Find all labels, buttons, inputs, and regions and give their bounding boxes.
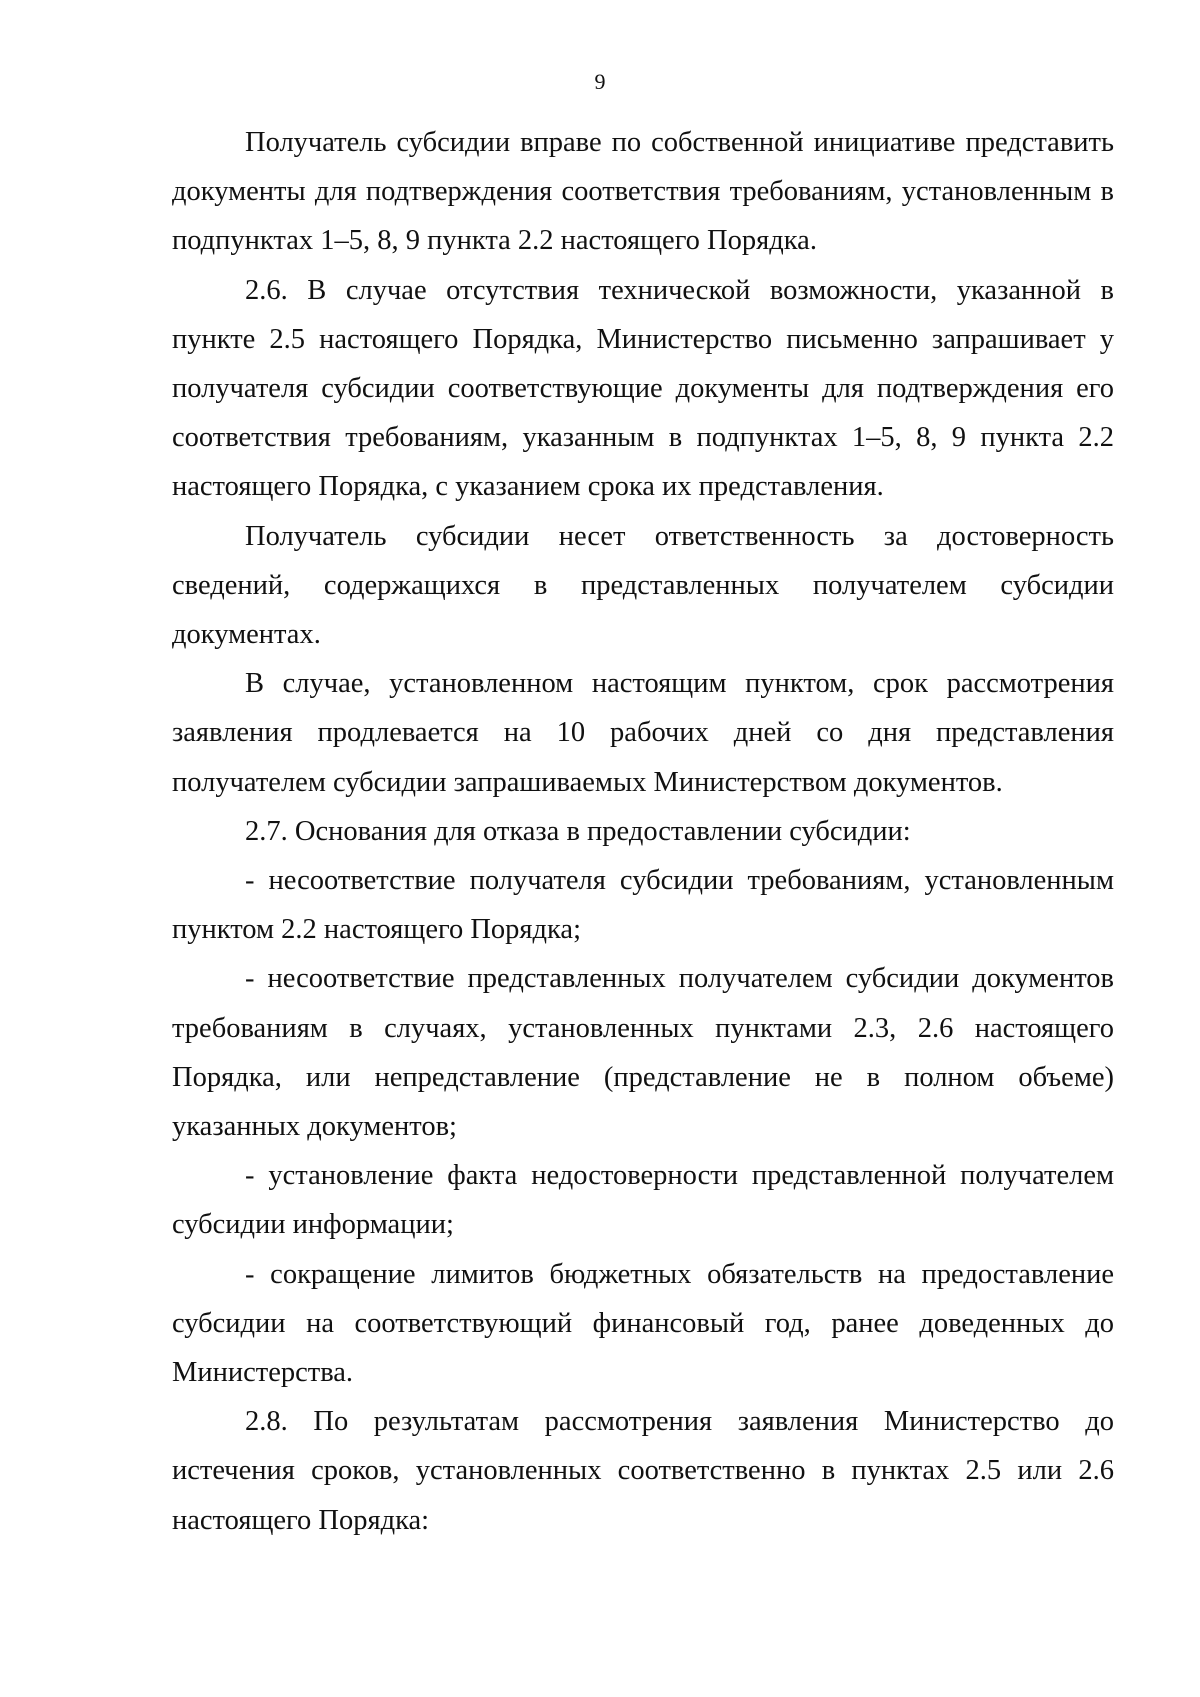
document-body (172, 118, 1114, 1545)
paragraph-2-8: 2.8. По результатам рассмотрения заявления Министерство до истечения сроков, установленных соответственно в пунктах 2.5 или 2.6 настоящего Порядка: (172, 1406, 1114, 1536)
paragraph-2-6: 2.6. В случае отсутствия технической возможности, указанной в пункте 2.5 настоящего Порядка, Министерство письменно запрашивает у получателя субсидии соответствующие документы для подтверждения его соответствия требованиям, указанным в подпунктах 1–5, 8, 9 пункта 2.2 настоящего Порядка, с указанием срока их представления. (172, 274, 1114, 503)
paragraph-recipient-responsibility: Получатель субсидии несет ответственность за достоверность сведений, содержащихся в представленных получателем субсидии документах. (172, 520, 1114, 651)
list-item-requirements-mismatch: - несоответствие получателя субсидии требованиям, установленным пунктом 2.2 настоящего Порядка; (172, 865, 1114, 946)
list-item-budget-reduction: - сокращение лимитов бюджетных обязательств на предоставление субсидии на соответствующий финансовый год, ранее доведенных до Министерства. (172, 1258, 1114, 1389)
page-number: 9 (594, 69, 606, 94)
paragraph-2-7-heading: 2.7. Основания для отказа в предоставлении субсидии: (245, 815, 911, 847)
list-item-documents-mismatch: - несоответствие представленных получателем субсидии документов требованиям в случаях, установленных пунктами 2.3, 2.6 настоящего Порядка, или непредставление (представление не в полном объеме) указанных документов; (172, 963, 1114, 1143)
paragraph-review-extension: В случае, установленном настоящим пунктом, срок рассмотрения заявления продлевается на 10 рабочих дней со дня представления получателем субсидии запрашиваемых Министерством документов. (172, 668, 1114, 798)
paragraph-recipient-right: Получатель субсидии вправе по собственной инициативе представить документы для подтверждения соответствия требованиям, установленным в подпунктах 1–5, 8, 9 пункта 2.2 настоящего Порядка. (172, 127, 1114, 257)
list-item-unreliable-info: - установление факта недостоверности представленной получателем субсидии информации; (172, 1160, 1114, 1241)
